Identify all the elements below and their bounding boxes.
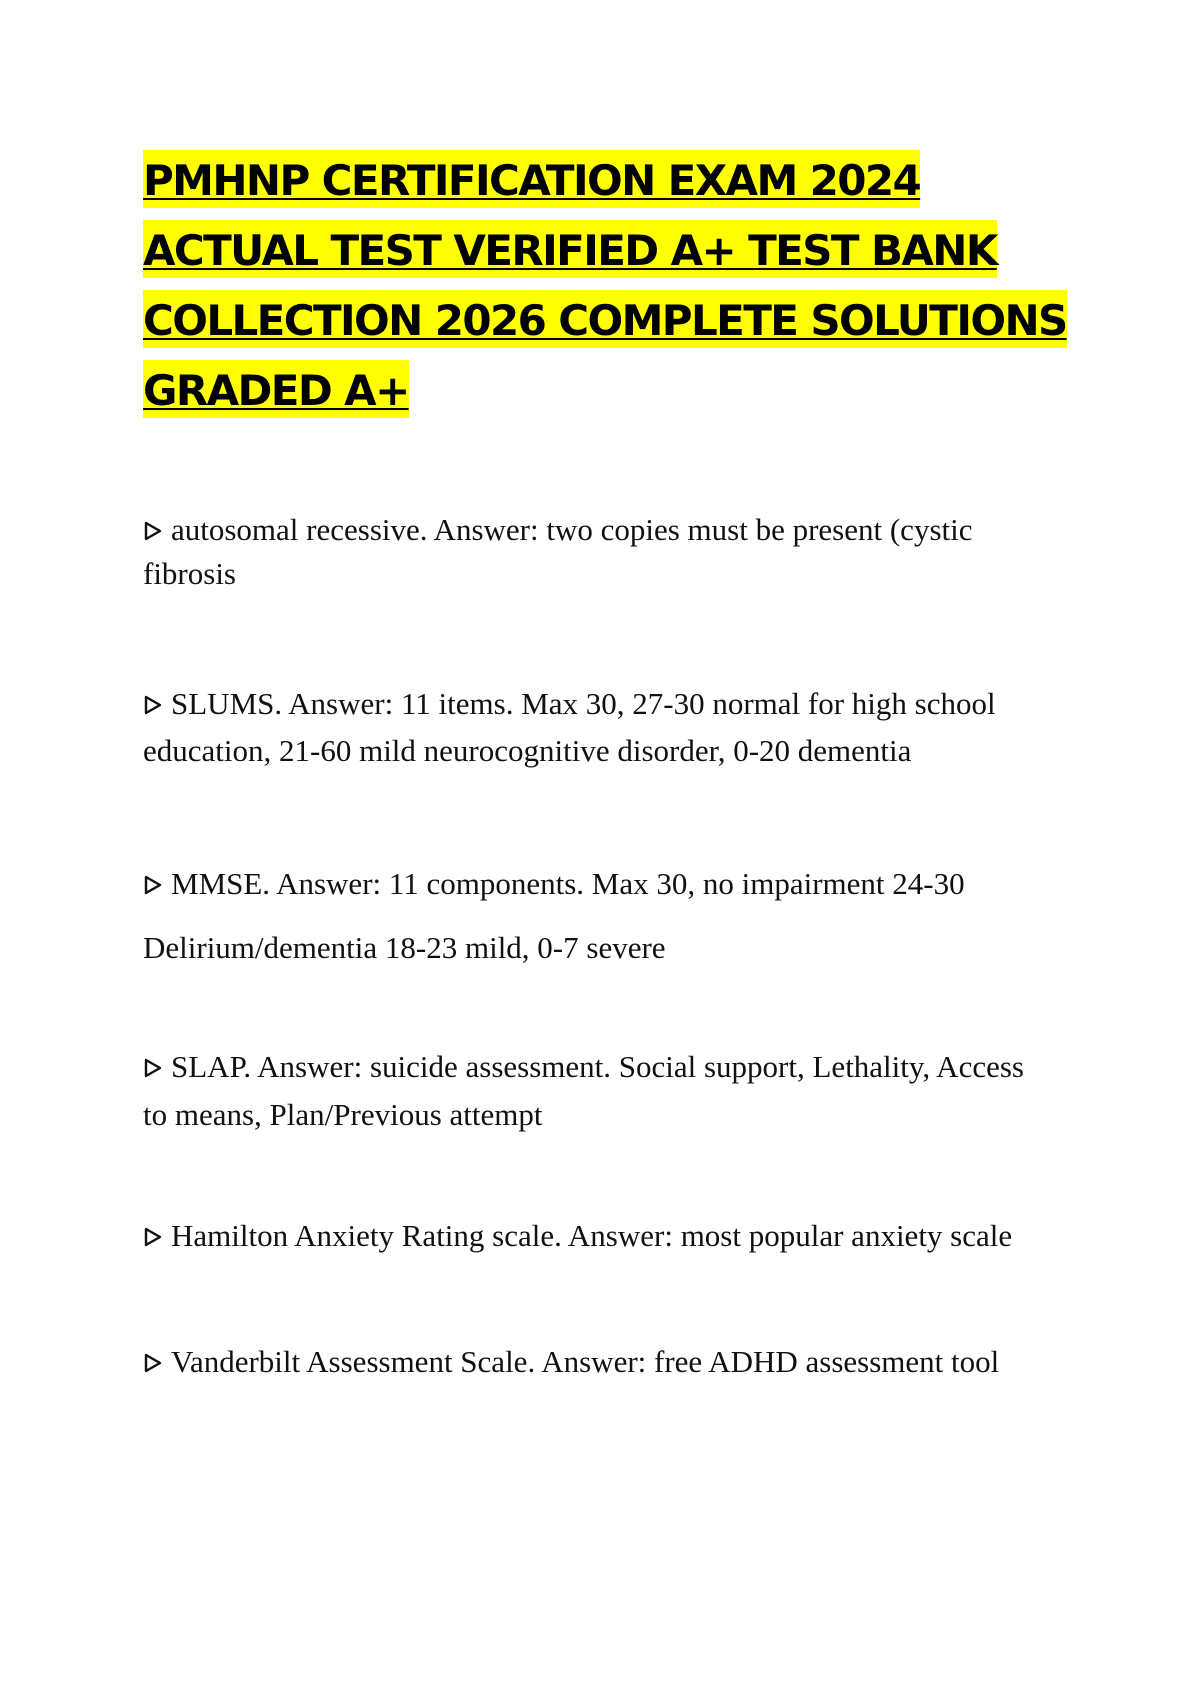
qa-item-line: fibrosis <box>143 556 236 591</box>
title-line <box>143 290 1083 360</box>
qa-item <box>143 508 1083 596</box>
qa-item-text: autosomal recessive. Answer: two copies must be present (cystic <box>171 512 973 547</box>
qa-item-text: MMSE. Answer: 11 components. Max 30, no impairment 24-30 <box>171 866 965 901</box>
play-triangle-outline-icon <box>143 1227 163 1247</box>
qa-item-line <box>143 852 1083 916</box>
play-triangle-outline-icon <box>143 1353 163 1373</box>
qa-item-line: to means, Plan/Previous attempt <box>143 1097 543 1132</box>
play-triangle-outline-icon <box>143 1058 163 1078</box>
title-line-text: PMHNP CERTIFICATION EXAM 2024 <box>143 150 920 208</box>
qa-item-text: Vanderbilt Assessment Scale. Answer: free ADHD assessment tool <box>171 1344 1000 1379</box>
qa-item-line <box>143 1340 1083 1384</box>
qa-item-line: education, 21-60 mild neurocognitive disorder, 0-20 dementia <box>143 733 912 768</box>
play-triangle-outline-icon <box>143 521 163 541</box>
document-title <box>143 150 1083 430</box>
qa-item-line <box>143 1214 1083 1258</box>
play-triangle-outline-icon <box>143 875 163 895</box>
title-line-text: ACTUAL TEST VERIFIED A+ TEST BANK <box>143 220 997 278</box>
qa-item <box>143 1340 1083 1384</box>
title-line-text: COLLECTION 2026 COMPLETE SOLUTIONS <box>143 290 1067 348</box>
qa-item-line <box>143 508 1083 552</box>
title-line <box>143 150 1083 220</box>
qa-item-text: SLUMS. Answer: 11 items. Max 30, 27-30 normal for high school <box>171 686 996 721</box>
qa-item-text: SLAP. Answer: suicide assessment. Social support, Lethality, Access <box>171 1049 1024 1084</box>
qa-item <box>143 1214 1083 1258</box>
qa-item <box>143 680 1083 774</box>
play-triangle-outline-icon <box>143 695 163 715</box>
title-line <box>143 360 1083 430</box>
title-line <box>143 220 1083 290</box>
qa-item <box>143 852 1083 980</box>
qa-item <box>143 1043 1083 1139</box>
qa-item-text: Hamilton Anxiety Rating scale. Answer: most popular anxiety scale <box>171 1218 1013 1253</box>
title-line-text: GRADED A+ <box>143 360 409 418</box>
qa-item-line <box>143 680 1083 727</box>
qa-item-line <box>143 1043 1083 1091</box>
qa-item-line: Delirium/dementia 18-23 mild, 0-7 severe <box>143 930 666 965</box>
